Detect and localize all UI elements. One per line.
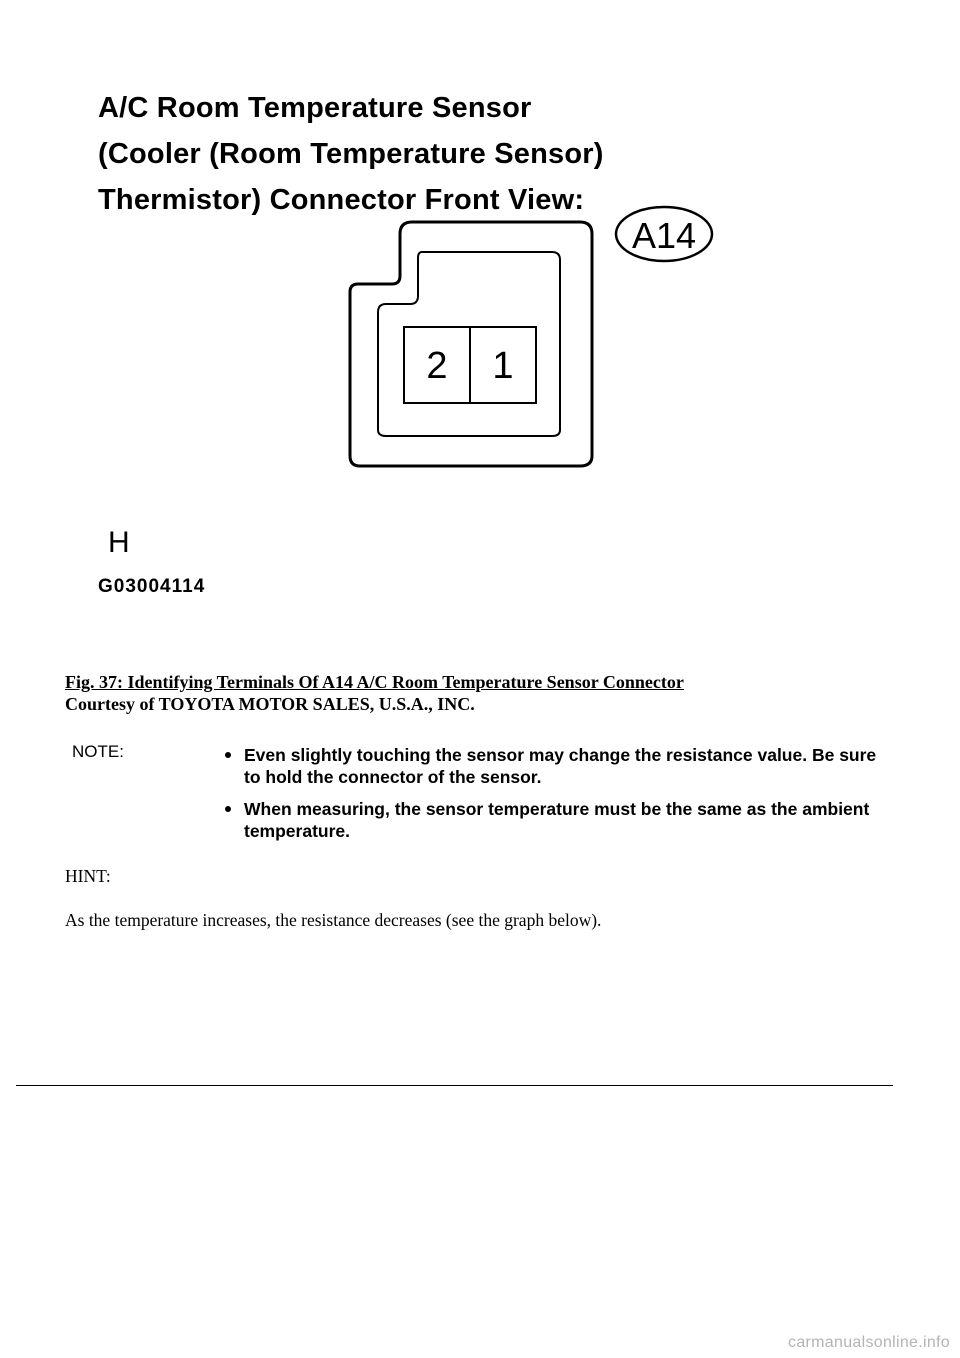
graphic-code: G03004114: [98, 576, 206, 597]
note-list: [223, 744, 883, 852]
figure-caption-link[interactable]: Fig. 37: Identifying Terminals Of A14 A/C Room Temperature Sensor Connector: [65, 672, 684, 692]
connector-drawing: [0, 0, 960, 640]
hint-label: HINT:: [65, 866, 111, 886]
bullet-icon: [225, 752, 231, 758]
terminal-number-2: 2: [426, 345, 448, 387]
hint-text: As the temperature increases, the resistance decreases (see the graph below).: [65, 910, 602, 930]
note-item-text: Even slightly touching the sensor may change the resistance value. Be sure to hold the connector of the sensor.: [244, 745, 877, 787]
note-label: NOTE:: [72, 742, 124, 761]
page-divider: [16, 1085, 893, 1086]
figure-title-line-3: Thermistor) Connector Front View:: [98, 184, 585, 216]
note-item: [223, 744, 883, 788]
view-letter: H: [108, 526, 130, 559]
connector-figure: [0, 0, 960, 640]
figure-courtesy: Courtesy of TOYOTA MOTOR SALES, U.S.A., INC.: [65, 694, 475, 714]
figure-title-line-1: A/C Room Temperature Sensor: [98, 92, 532, 124]
note-item: [223, 798, 883, 842]
note-item-text: When measuring, the sensor temperature must be the same as the ambient temperature.: [244, 799, 870, 841]
terminal-number-1: 1: [492, 345, 514, 387]
bullet-icon: [225, 806, 231, 812]
figure-title-line-2: (Cooler (Room Temperature Sensor): [98, 138, 604, 170]
watermark: carmanualsonline.info: [788, 1334, 950, 1351]
connector-id-label: A14: [631, 215, 697, 256]
